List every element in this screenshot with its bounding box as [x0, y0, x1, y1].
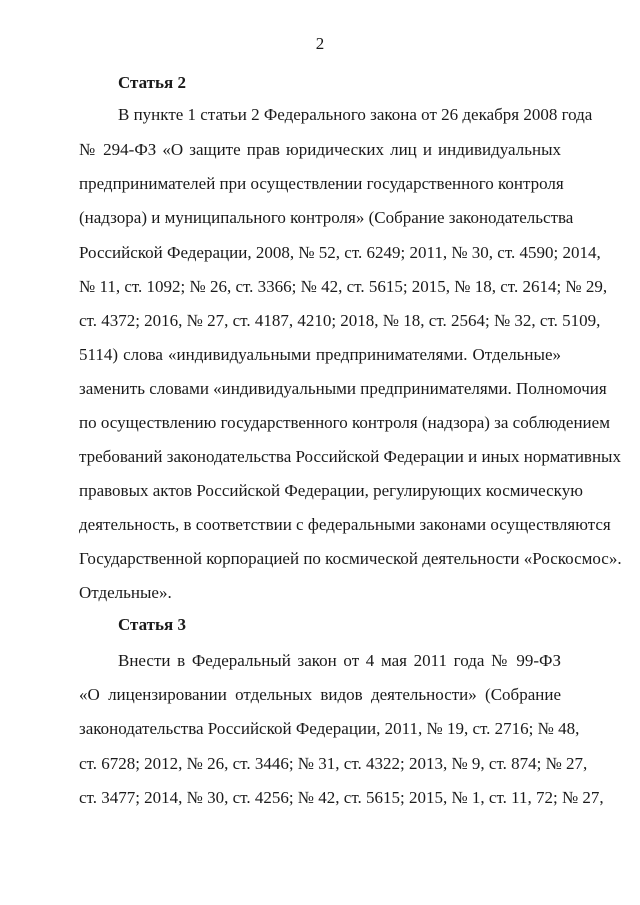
article-2-line: предпринимателей при осуществлении государственного контроля [79, 174, 564, 193]
article-3-line: ст. 3477; 2014, № 30, ст. 4256; № 42, ст. 5615; 2015, № 1, ст. 11, 72; № 27, [79, 788, 604, 807]
article-3-line: «О лицензировании отдельных видов деятельности» (Собрание [79, 685, 561, 704]
article-3-line: Внести в Федеральный закон от 4 мая 2011 года № 99-ФЗ [118, 651, 561, 670]
article-2-line: № 11, ст. 1092; № 26, ст. 3366; № 42, ст. 5615; 2015, № 18, ст. 2614; № 29, [79, 277, 608, 296]
article-2-line: № 294-ФЗ «О защите прав юридических лиц и индивидуальных [79, 140, 561, 159]
article-3-heading: Статья 3 [118, 615, 186, 634]
article-3-line: ст. 6728; 2012, № 26, ст. 3446; № 31, ст. 4322; 2013, № 9, ст. 874; № 27, [79, 754, 588, 773]
article-2-line: правовых актов Российской Федерации, регулирующих космическую [79, 481, 583, 500]
article-2-line: ст. 4372; 2016, № 27, ст. 4187, 4210; 2018, № 18, ст. 2564; № 32, ст. 5109, [79, 311, 601, 330]
article-2-heading: Статья 2 [118, 73, 186, 92]
article-2-line: (надзора) и муниципального контроля» (Собрание законодательства [79, 208, 574, 227]
article-3-line: законодательства Российской Федерации, 2011, № 19, ст. 2716; № 48, [79, 719, 580, 738]
article-2-line: 5114) слова «индивидуальными предпринимателями. Отдельные» [79, 345, 561, 364]
article-2-line: В пункте 1 статьи 2 Федерального закона от 26 декабря 2008 года [118, 105, 593, 124]
article-2-line: Государственной корпорацией по космической деятельности «Роскосмос». [79, 549, 622, 568]
article-2-line: деятельность, в соответствии с федеральными законами осуществляются [79, 515, 611, 534]
page-number: 2 [315, 34, 325, 53]
article-2-line: по осуществлению государственного контроля (надзора) за соблюдением [79, 413, 610, 432]
article-2-line: Российской Федерации, 2008, № 52, ст. 6249; 2011, № 30, ст. 4590; 2014, [79, 243, 601, 262]
article-2-line: Отдельные». [79, 583, 172, 602]
article-2-line: заменить словами «индивидуальными предпринимателями. Полномочия [79, 379, 607, 398]
article-2-line: требований законодательства Российской Федерации и иных нормативных [79, 447, 621, 466]
